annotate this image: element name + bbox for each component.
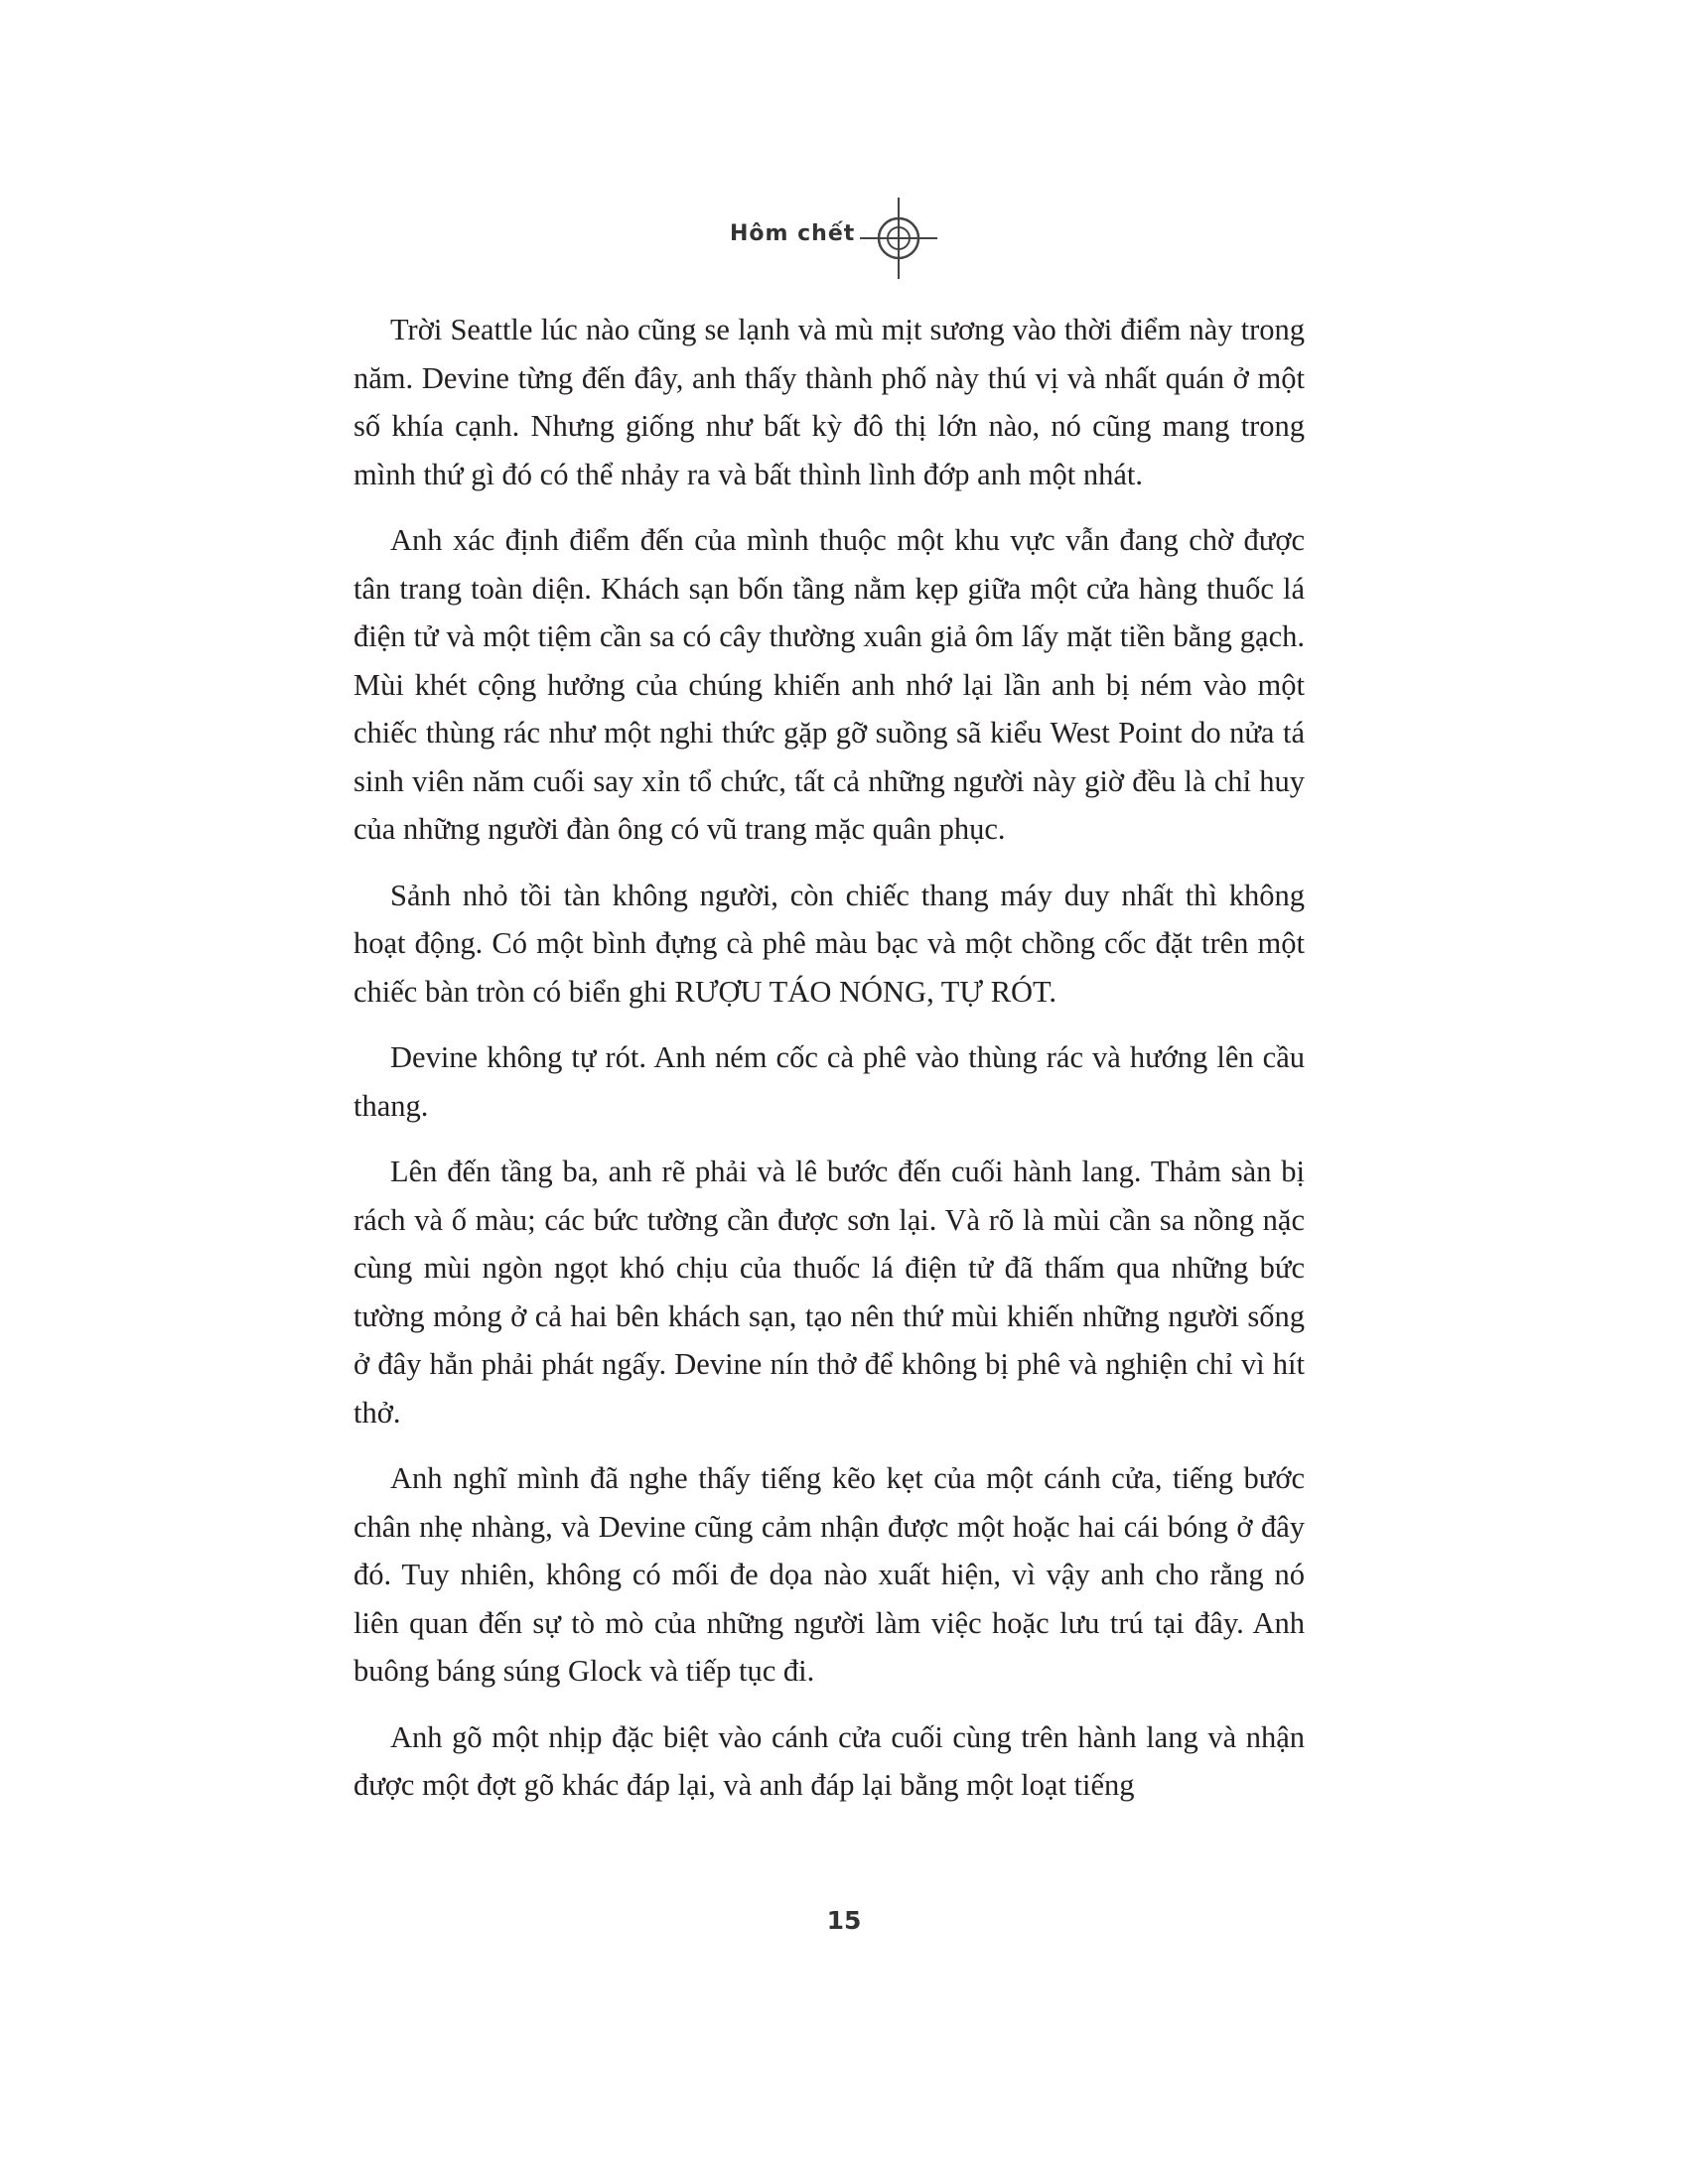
paragraph: Devine không tự rót. Anh ném cốc cà phê vào thùng rác và hướng lên cầu thang. xyxy=(353,1040,1305,1123)
paragraph: Anh gõ một nhịp đặc biệt vào cánh cửa cuối cùng trên hành lang và nhận được một đợt gõ khác đáp lại, và anh đáp lại bằng một loạt tiếng xyxy=(353,1719,1305,1802)
crosshair-icon xyxy=(854,194,943,283)
chapter-body xyxy=(353,306,1305,1828)
paragraph: Anh xác định điểm đến của mình thuộc một khu vực vẫn đang chờ được tân trang toàn diện. Khách sạn bốn tầng nằm kẹp giữa một cửa hàng thuốc lá điện tử và một tiệm cần sa có cây thường xuân giả ôm lấy mặt tiền bằng gạch. Mùi khét cộng hưởng của chúng khiến anh nhớ lại lần anh bị ném vào một chiếc thùng rác như một nghi thức gặp gỡ suồng sã kiểu West Point do nửa tá sinh viên năm cuối say xỉn tổ chức, tất cả những người này giờ đều là chỉ huy của những người đàn ông có vũ trang mặc quân phục. xyxy=(353,523,1305,846)
page-number: 15 xyxy=(826,1906,862,1935)
paragraph: Anh nghĩ mình đã nghe thấy tiếng kẽo kẹt của một cánh cửa, tiếng bước chân nhẹ nhàng, và Devine cũng cảm nhận được một hoặc hai cái bóng ở đây đó. Tuy nhiên, không có mối đe dọa nào xuất hiện, vì vậy anh cho rằng nó liên quan đến sự tò mò của những người làm việc hoặc lưu trú tại đây. Anh buông báng súng Glock và tiếp tục đi. xyxy=(353,1461,1305,1688)
paragraph: Sảnh nhỏ tồi tàn không người, còn chiếc thang máy duy nhất thì không hoạt động. Có một bình đựng cà phê màu bạc và một chồng cốc đặt trên một chiếc bàn tròn có biển ghi RƯỢU TÁO NÓNG, TỰ RÓT. xyxy=(353,878,1305,1009)
running-header xyxy=(0,194,1688,283)
paragraph: Lên đến tầng ba, anh rẽ phải và lê bước đến cuối hành lang. Thảm sàn bị rách và ố màu; các bức tường cần được sơn lại. Và rõ là mùi cần sa nồng nặc cùng mùi ngòn ngọt khó chịu của thuốc lá điện tử đã thấm qua những bức tường mỏng ở cả hai bên khách sạn, tạo nên thứ mùi khiến những người sống ở đây hẳn phải phát ngấy. Devine nín thở để không bị phê và nghiện chỉ vì hít thở. xyxy=(353,1155,1305,1430)
paragraph: Trời Seattle lúc nào cũng se lạnh và mù mịt sương vào thời điểm này trong năm. Devine từng đến đây, anh thấy thành phố này thú vị và nhất quán ở một số khía cạnh. Nhưng giống như bất kỳ đô thị lớn nào, nó cũng mang trong mình thứ gì đó có thể nhảy ra và bất thình lình đớp anh một nhát. xyxy=(353,313,1305,491)
running-title: Hôm chết xyxy=(730,221,856,246)
